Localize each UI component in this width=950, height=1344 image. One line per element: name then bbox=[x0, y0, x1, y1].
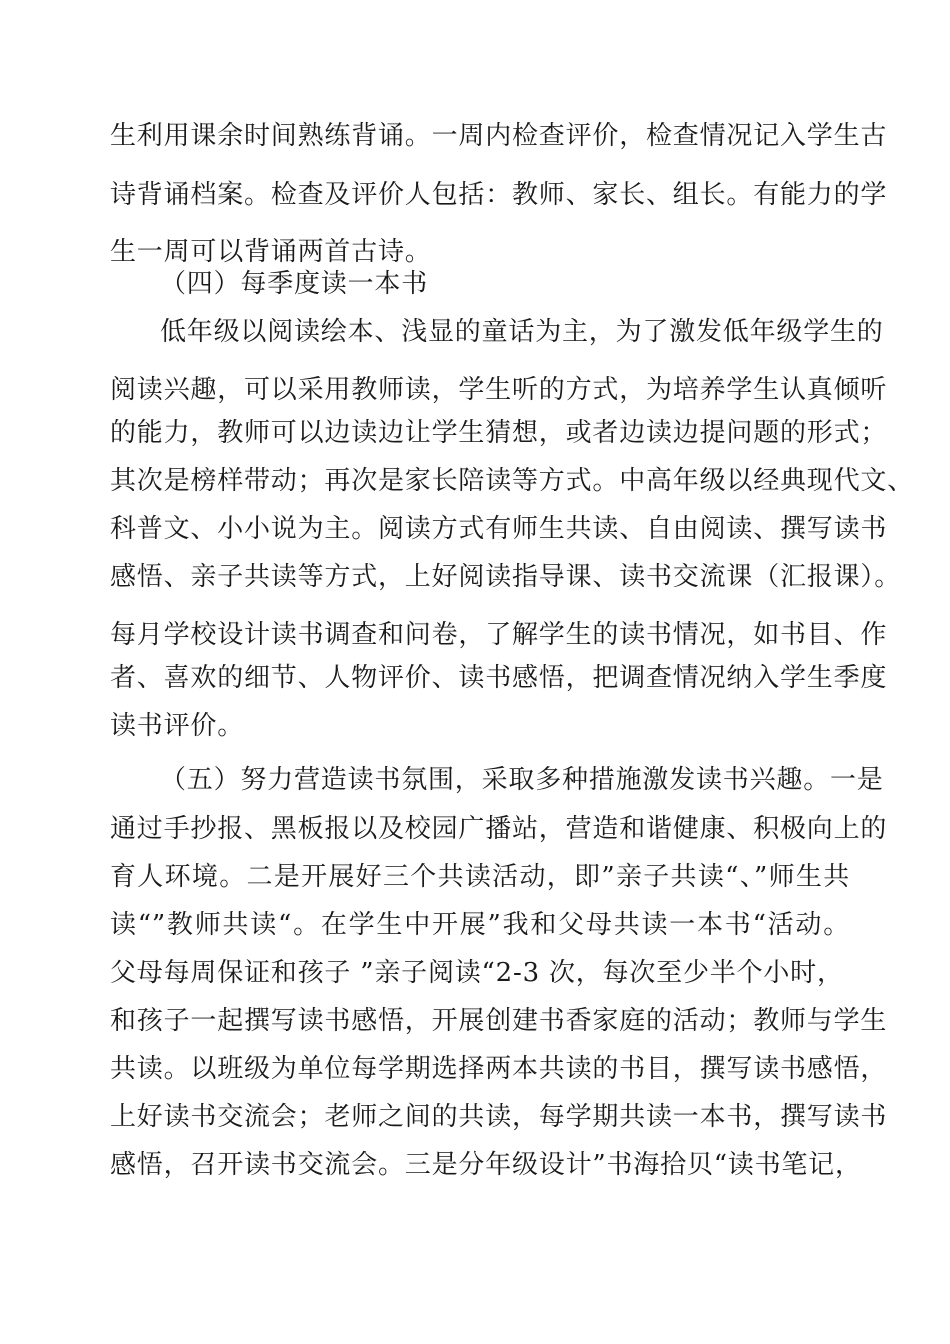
paragraph-line: 感悟，召开读书交流会。三是分年级设计”书海拾贝“读书笔记， bbox=[110, 1150, 862, 1180]
paragraph-line: 和孩子一起撰写读书感悟，开展创建书香家庭的活动；教师与学生 bbox=[110, 1006, 888, 1036]
paragraph-line: 共读。以班级为单位每学期选择两本共读的书目，撰写读书感悟， bbox=[110, 1054, 888, 1084]
paragraph-line: 者、喜欢的细节、人物评价、读书感悟，把调查情况纳入学生季度 bbox=[110, 663, 888, 693]
paragraph-line: 通过手抄报、黑板报以及校园广播站，营造和谐健康、积极向上的 bbox=[110, 814, 888, 844]
paragraph-line: 父母每周保证和孩子 ”亲子阅读“2-3 次，每次至少半个小时， bbox=[110, 958, 844, 988]
section-heading: （五）努力营造读书氛围，采取多种措施激发读书兴趣。一是 bbox=[160, 765, 884, 795]
paragraph-line: 感悟、亲子共读等方式，上好阅读指导课、读书交流课（汇报课）。 bbox=[110, 562, 902, 592]
paragraph-line: 诗背诵档案。检查及评价人包括：教师、家长、组长。有能力的学 bbox=[110, 180, 888, 210]
paragraph-line: 的能力，教师可以边读边让学生猜想，或者边读边提问题的形式； bbox=[110, 418, 888, 448]
paragraph-line: 每月学校设计读书调查和问卷，了解学生的读书情况，如书目、作 bbox=[110, 620, 888, 650]
paragraph-line: 育人环境。二是开展好三个共读活动，即”亲子共读“、”师生共 bbox=[110, 862, 850, 892]
paragraph-line: 低年级以阅读绘本、浅显的童话为主，为了激发低年级学生的 bbox=[160, 317, 884, 347]
section-heading: （四）每季度读一本书 bbox=[160, 269, 429, 299]
paragraph-line: 生利用课余时间熟练背诵。一周内检查评价，检查情况记入学生古 bbox=[110, 121, 888, 151]
paragraph-line: 其次是榜样带动；再次是家长陪读等方式。中高年级以经典现代文、 bbox=[110, 466, 915, 496]
paragraph-line: 生一周可以背诵两首古诗。 bbox=[110, 237, 432, 267]
paragraph-line: 科普文、小小说为主。阅读方式有师生共读、自由阅读、撰写读书 bbox=[110, 514, 888, 544]
paragraph-line: 读“”教师共读“。在学生中开展”我和父母共读一本书“活动。 bbox=[110, 910, 850, 940]
paragraph-line: 上好读书交流会；老师之间的共读，每学期共读一本书，撰写读书 bbox=[110, 1102, 888, 1132]
paragraph-line: 读书评价。 bbox=[110, 711, 245, 741]
paragraph-line: 阅读兴趣，可以采用教师读，学生听的方式，为培养学生认真倾听 bbox=[110, 375, 888, 405]
